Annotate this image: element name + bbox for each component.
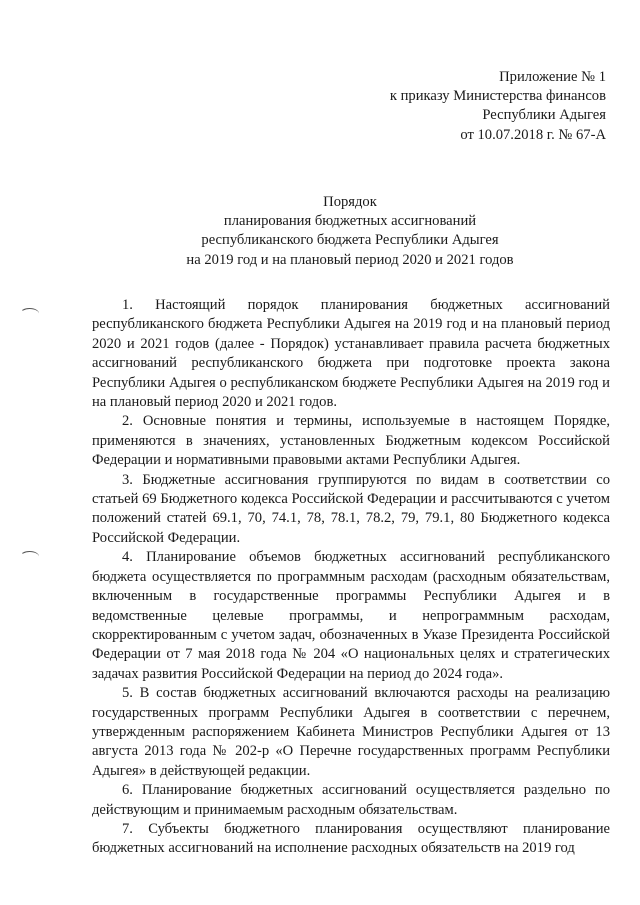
appendix-line: Республики Адыгея — [482, 107, 606, 124]
paragraph-7: 7. Субъекты бюджетного планирования осуществляют планирование бюджетных ассигнований на исполнение расходных обязательств на 2019 год — [92, 820, 610, 857]
document-title — [92, 193, 608, 270]
appendix-line: к приказу Министерства финансов — [389, 88, 606, 105]
paragraph-1: 1. Настоящий порядок планирования бюджетных ассигнований республиканского бюджета Республики Адыгея на 2019 год и на плановый период 2020 и 2021 годов (далее - Порядок) устанавливает правила расчета бюджетных ассигнований республиканского бюджета при подготовке проекта закона Республики Адыгея о республиканском бюджете Республики Адыгея на 2019 год и на плановый период 2020 и 2021 годов. — [92, 297, 610, 411]
title-line: на 2019 год и на плановый период 2020 и 2021 годов — [186, 251, 514, 268]
title-line: республиканского бюджета Республики Адыгея — [201, 232, 499, 249]
punch-hole-mark — [20, 308, 39, 319]
paragraph-2: 2. Основные понятия и термины, используемые в настоящем Порядке, применяются в значениях, установленных Бюджетным кодексом Российской Федерации и нормативными правовыми актами Республики Адыгея. — [92, 413, 610, 469]
paragraph-6: 6. Планирование бюджетных ассигнований осуществляется раздельно по действующим и принимаемым расходным обязательствам. — [92, 782, 610, 818]
paragraph-4: 4. Планирование объемов бюджетных ассигнований республиканского бюджета осуществляется по программным расходам (расходным обязательствам, включенным в государственные программы Республики Адыгея и в ведомственные целевые программы, и непрограммным расходам, скорректированным с учетом задач, обозначенных в Указе Президента Российской Федерации от 7 мая 2018 года № 204 «О национальных целях и стратегических задачах развития Российской Федерации на период до 2024 года». — [92, 549, 610, 682]
appendix-line: от 10.07.2018 г. № 67-А — [460, 126, 606, 143]
document-body — [92, 296, 610, 859]
appendix-line: Приложение № 1 — [499, 69, 606, 85]
title-line: Порядок — [323, 194, 377, 210]
punch-hole-mark — [20, 551, 39, 562]
appendix-header — [390, 68, 606, 145]
paragraph-5: 5. В состав бюджетных ассигнований включаются расходы на реализацию государственных программ Республики Адыгея в соответствии с перечнем, утвержденным распоряжением Кабинета Министров Республики Адыгея от 13 августа 2013 года № 202-р «О Перечне государственных программ Республики Адыгея» в действующей редакции. — [92, 685, 610, 779]
paragraph-3: 3. Бюджетные ассигнования группируются по видам в соответствии со статьей 69 Бюджетного кодекса Российской Федерации и рассчитываются с учетом положений статей 69.1, 70, 74.1, 78, 78.1, 78.2, 79, 79.1, 80 Бюджетного кодекса Российской Федерации. — [92, 471, 610, 546]
title-line: планирования бюджетных ассигнований — [223, 213, 477, 230]
